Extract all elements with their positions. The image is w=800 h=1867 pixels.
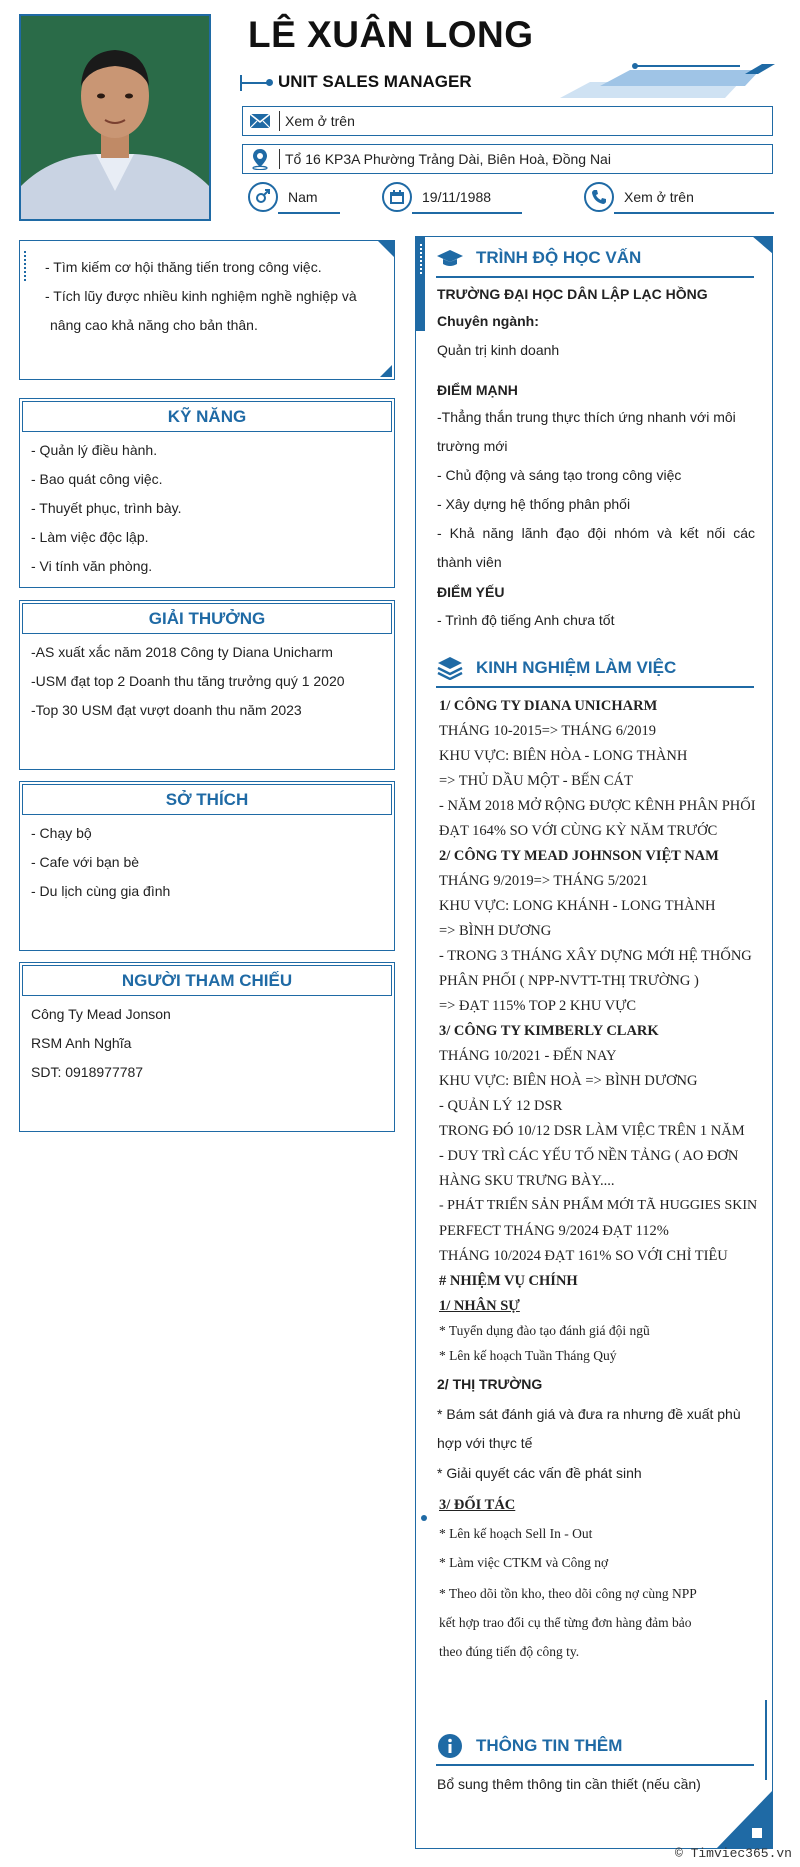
experience-line: theo đúng tiến độ công ty. (439, 1644, 580, 1659)
location-pin-icon (243, 145, 277, 173)
hobby-item: - Chạy bộ (31, 825, 92, 841)
experience-line: kết hợp trao đổi cụ thể từng đơn hàng đảm bảo (439, 1615, 692, 1630)
experience-line: THÁNG 10/2021 - ĐẾN NAY (439, 1048, 617, 1064)
references-section (19, 962, 395, 1132)
address-field (242, 144, 773, 174)
experience-line: KHU VỰC: BIÊN HÒA - LONG THÀNH (439, 748, 688, 764)
strength-line: trường mới (437, 438, 508, 454)
experience-line: THÁNG 9/2019=> THÁNG 5/2021 (439, 873, 649, 889)
awards-heading: GIẢI THƯỞNG (22, 603, 392, 634)
objective-box (19, 240, 395, 380)
experience-line: PERFECT THÁNG 9/2024 ĐẠT 112% (439, 1223, 669, 1239)
experience-line: - DUY TRÌ CÁC YẾU TỐ NỀN TẢNG ( AO ĐƠN (439, 1148, 739, 1164)
experience-line: 1/ NHÂN SỰ (439, 1298, 520, 1314)
experience-line: HÀNG SKU TRƯNG BÀY.... (439, 1173, 615, 1189)
strength-line: -Thẳng thắn trung thực thích ứng nhanh với môi (437, 409, 736, 425)
experience-line: 1/ CÔNG TY DIANA UNICHARM (439, 698, 658, 714)
objective-line: - Tích lũy được nhiều kinh nghiệm nghề nghiệp và (45, 288, 357, 304)
skill-item: - Thuyết phục, trình bày. (31, 500, 182, 516)
experience-line: => THỦ DẦU MỘT - BẾN CÁT (439, 773, 633, 789)
graduation-cap-icon (436, 244, 464, 272)
experience-line: KHU VỰC: LONG KHÁNH - LONG THÀNH (439, 898, 716, 914)
strength-line: - Khả năng lãnh đạo đội nhóm và kết nối các (437, 525, 755, 541)
experience-line: KHU VỰC: BIÊN HOÀ => BÌNH DƯƠNG (439, 1073, 698, 1089)
gender-value: Nam (288, 189, 318, 205)
profile-photo (19, 14, 211, 221)
experience-line: * Giải quyết các vấn đề phát sinh (437, 1465, 642, 1481)
candidate-name: LÊ XUÂN LONG (248, 14, 534, 55)
mail-icon (243, 107, 277, 135)
portrait-image (21, 16, 209, 219)
experience-line: - QUẢN LÝ 12 DSR (439, 1098, 563, 1114)
experience-heading: KINH NGHIỆM LÀM VIỆC (436, 650, 754, 688)
major-label: Chuyên ngành: (437, 313, 539, 329)
experience-line: * Tuyển dụng đào tạo đánh giá đội ngũ (439, 1323, 650, 1338)
experience-line: => BÌNH DƯƠNG (439, 923, 552, 939)
experience-line: 3/ CÔNG TY KIMBERLY CLARK (439, 1023, 659, 1039)
weakness-label: ĐIỂM YẾU (437, 584, 505, 600)
footer-watermark: © Timviec365.vn (674, 1846, 792, 1861)
experience-line: * Lên kế hoạch Tuần Tháng Quý (439, 1348, 617, 1363)
corner-decoration (716, 1790, 773, 1849)
skill-item: - Vi tính văn phòng. (31, 558, 153, 574)
hobbies-section (19, 781, 395, 951)
experience-line: 3/ ĐỐI TÁC (439, 1497, 516, 1513)
header-decoration (540, 60, 775, 100)
experience-line: hợp với thực tế (437, 1435, 533, 1451)
corner-decoration (377, 240, 395, 258)
phone-field (584, 182, 774, 216)
experience-line: => ĐẠT 115% TOP 2 KHU VỰC (439, 998, 637, 1014)
hobby-item: - Cafe với bạn bè (31, 854, 140, 870)
experience-line: 2/ CÔNG TY MEAD JOHNSON VIỆT NAM (439, 848, 719, 864)
experience-line: * Làm việc CTKM và Công nợ (439, 1555, 609, 1570)
awards-section (19, 600, 395, 770)
experience-line: TRONG ĐÓ 10/12 DSR LÀM VIỆC TRÊN 1 NĂM (439, 1123, 745, 1139)
objective-line: - Tìm kiếm cơ hội thăng tiến trong công việc. (45, 259, 322, 275)
major-value: Quản trị kinh doanh (437, 342, 560, 358)
gender-icon (248, 182, 278, 212)
skill-item: - Quản lý điều hành. (31, 442, 158, 458)
hobby-item: - Du lịch cùng gia đình (31, 883, 171, 899)
reference-item: RSM Anh Nghĩa (31, 1035, 132, 1051)
hobbies-heading: SỞ THÍCH (22, 784, 392, 815)
experience-line: 2/ THỊ TRƯỜNG (437, 1376, 543, 1392)
experience-line: * Bám sát đánh giá và đưa ra nhưng đề xuất phù (437, 1406, 741, 1422)
email-field (242, 106, 773, 136)
corner-decoration (752, 236, 773, 254)
skill-item: - Làm việc độc lập. (31, 529, 149, 545)
references-heading: NGƯỜI THAM CHIẾU (22, 965, 392, 996)
reference-item: Công Ty Mead Jonson (31, 1006, 171, 1022)
experience-line: - NĂM 2018 MỞ RỘNG ĐƯỢC KÊNH PHÂN PHỐI (439, 798, 756, 814)
job-title: UNIT SALES MANAGER (278, 72, 472, 91)
experience-line: - TRONG 3 THÁNG XÂY DỰNG MỚI HỆ THỐNG (439, 948, 752, 964)
experience-line: PHÂN PHỐI ( NPP-NVTT-THỊ TRƯỜNG ) (439, 973, 699, 989)
award-item: -Top 30 USM đạt vượt doanh thu năm 2023 (31, 702, 302, 718)
skills-section (19, 398, 395, 588)
calendar-icon (382, 182, 412, 212)
experience-line: * Theo dõi tồn kho, theo dõi công nợ cùng NPP (439, 1586, 697, 1601)
school-name: TRƯỜNG ĐẠI HỌC DÂN LẬP LẠC HỒNG (437, 286, 708, 302)
experience-line: * Lên kế hoạch Sell In - Out (439, 1526, 593, 1541)
title-decoration-dot (266, 79, 273, 86)
experience-line: - PHÁT TRIỂN SẢN PHẨM MỚI TÃ HUGGIES SKIN (439, 1198, 758, 1213)
strengths-label: ĐIỂM MẠNH (437, 382, 518, 398)
corner-decoration (380, 365, 392, 377)
education-heading: TRÌNH ĐỘ HỌC VẤN (436, 240, 754, 278)
objective-line: nâng cao khả năng cho bản thân. (50, 317, 258, 333)
address-value: Tổ 16 KP3A Phường Trảng Dài, Biên Hoà, Đồng Nai (285, 151, 611, 167)
phone-value: Xem ở trên (624, 189, 694, 205)
gender-field (248, 182, 340, 216)
reference-item: SDT: 0918977787 (31, 1064, 144, 1080)
info-icon (436, 1732, 464, 1760)
experience-line: # NHIỆM VỤ CHÍNH (439, 1273, 578, 1289)
award-item: -USM đạt top 2 Doanh thu tăng trưởng quý 1 2020 (31, 673, 345, 689)
birthday-value: 19/11/1988 (422, 189, 492, 205)
more-info-heading: THÔNG TIN THÊM (436, 1728, 754, 1766)
strength-line: - Chủ động và sáng tạo trong công việc (437, 467, 682, 483)
experience-line: THÁNG 10/2024 ĐẠT 161% SO VỚI CHỈ TIÊU (439, 1248, 728, 1264)
layers-icon (436, 654, 464, 682)
birthday-field (382, 182, 522, 216)
award-item: -AS xuất xắc năm 2018 Công ty Diana Unicharm (31, 644, 333, 660)
strength-line: - Xây dựng hệ thống phân phối (437, 496, 631, 512)
skills-heading: KỸ NĂNG (22, 401, 392, 432)
phone-icon (584, 182, 614, 212)
skill-item: - Bao quát công việc. (31, 471, 163, 487)
weakness-value: - Trình độ tiếng Anh chưa tốt (437, 612, 615, 628)
experience-line: ĐẠT 164% SO VỚI CÙNG KỲ NĂM TRƯỚC (439, 823, 718, 839)
email-value: Xem ở trên (285, 113, 355, 129)
more-info-text: Bổ sung thêm thông tin cần thiết (nếu cần) (437, 1776, 701, 1792)
experience-line: THÁNG 10-2015=> THÁNG 6/2019 (439, 723, 657, 739)
strength-line: thành viên (437, 554, 502, 570)
